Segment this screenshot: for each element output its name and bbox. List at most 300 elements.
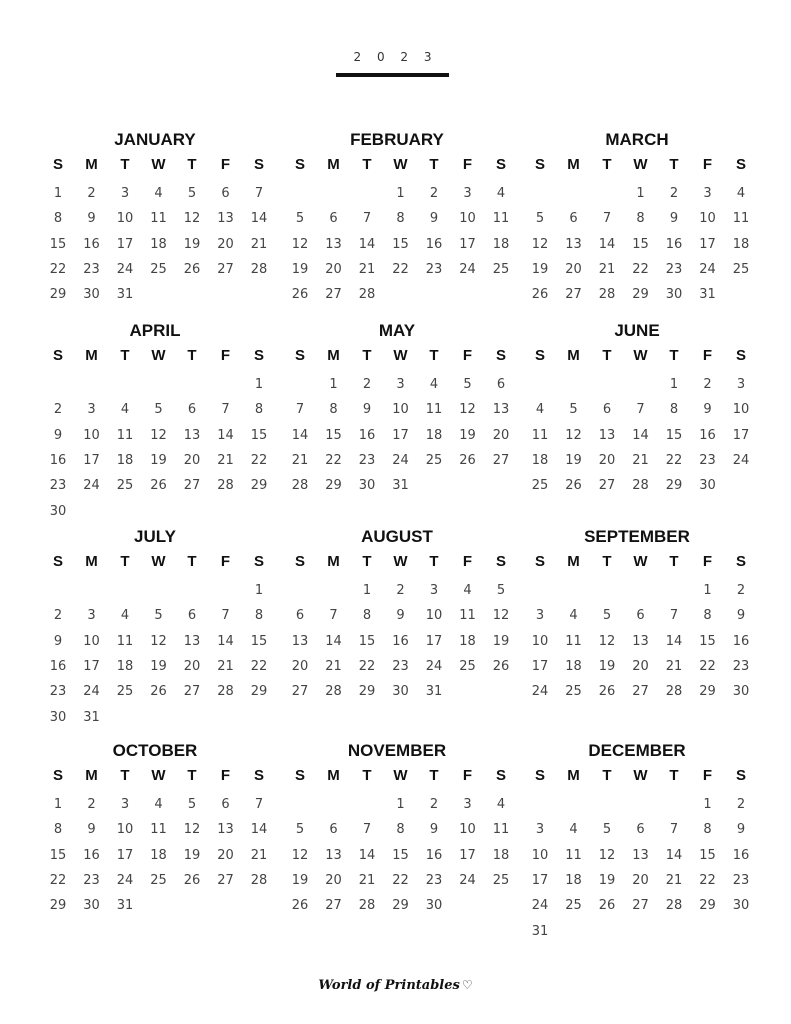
day-cell: 25 — [150, 872, 167, 888]
day-cell: 12 — [183, 211, 201, 227]
day-cell: 26 — [598, 684, 616, 700]
weekday-label: S — [735, 347, 746, 364]
day-cell: 28 — [217, 478, 234, 494]
day-cell: 18 — [150, 847, 167, 863]
weekday-label: S — [495, 347, 506, 364]
day-cell: 20 — [217, 847, 234, 863]
day-cell: 3 — [703, 186, 712, 201]
day-cell: 16 — [49, 658, 67, 674]
month-title: OCTOBER — [112, 741, 198, 760]
day-cell: 6 — [329, 211, 338, 227]
day-cell: 29 — [665, 478, 683, 494]
day-cell: 6 — [295, 608, 305, 624]
day-cell: 27 — [565, 287, 582, 303]
day-cell: 17 — [392, 427, 409, 443]
day-cell: 18 — [531, 452, 549, 468]
day-cell: 31 — [531, 923, 549, 939]
year-title: 2 0 2 3 — [353, 50, 438, 64]
weekday-label: W — [633, 347, 648, 364]
day-cell: 21 — [325, 658, 342, 674]
month-title: DECEMBER — [588, 741, 686, 760]
month-november — [284, 741, 510, 951]
day-cell: 24 — [699, 261, 716, 277]
day-cell: 30 — [732, 898, 750, 914]
day-cell: 25 — [531, 478, 549, 494]
day-cell: 20 — [325, 872, 342, 888]
day-cell: 24 — [83, 684, 100, 700]
weekday-label: T — [429, 553, 439, 570]
month-december — [524, 741, 750, 951]
day-cell: 21 — [598, 261, 616, 277]
day-cell: 18 — [565, 658, 582, 674]
day-cell: 2 — [396, 583, 405, 598]
day-cell: 1 — [254, 377, 264, 392]
day-cell: 11 — [116, 427, 134, 443]
day-cell: 22 — [49, 261, 67, 277]
footer-brand — [0, 978, 791, 993]
day-cell: 26 — [183, 872, 201, 888]
day-cell: 17 — [732, 427, 750, 443]
day-cell: 8 — [396, 822, 405, 838]
day-cell: 14 — [250, 211, 268, 227]
day-cell: 18 — [459, 633, 476, 649]
day-cell: 8 — [703, 822, 712, 838]
day-cell: 29 — [358, 684, 376, 700]
day-cell: 10 — [83, 633, 100, 649]
weekday-label: M — [327, 156, 340, 173]
day-cell: 10 — [459, 211, 476, 227]
day-cell: 3 — [87, 608, 96, 624]
day-cell: 22 — [392, 261, 409, 277]
day-cell: 20 — [632, 872, 649, 888]
day-cell: 1 — [703, 583, 712, 598]
weekday-label: W — [151, 553, 166, 570]
month-title: JUNE — [614, 321, 660, 340]
day-cell: 10 — [732, 402, 750, 418]
day-cell: 19 — [598, 658, 616, 674]
month-title: JULY — [134, 527, 176, 546]
weekday-label: S — [495, 767, 506, 784]
day-cell: 31 — [116, 898, 134, 914]
weekday-label: S — [294, 553, 305, 570]
day-cell: 30 — [699, 478, 716, 494]
day-cell: 10 — [699, 211, 716, 227]
day-cell: 24 — [116, 872, 134, 888]
day-cell: 2 — [53, 608, 63, 624]
day-cell: 1 — [669, 377, 679, 392]
day-cell: 3 — [463, 186, 472, 201]
day-cell: 9 — [429, 211, 439, 227]
day-cell: 19 — [291, 872, 309, 888]
month-january — [42, 130, 268, 340]
day-cell: 27 — [325, 898, 342, 914]
day-cell: 12 — [598, 847, 616, 863]
day-cell: 26 — [565, 478, 582, 494]
day-cell: 31 — [699, 287, 716, 303]
day-cell: 3 — [535, 608, 545, 624]
day-cell: 20 — [217, 236, 234, 252]
day-cell: 3 — [396, 377, 405, 392]
day-cell: 17 — [425, 633, 443, 649]
month-february — [284, 130, 510, 340]
day-cell: 13 — [325, 236, 342, 252]
day-cell: 30 — [665, 287, 683, 303]
day-cell: 1 — [329, 377, 338, 392]
weekday-label: T — [120, 767, 130, 784]
day-cell: 23 — [665, 261, 683, 277]
day-cell: 4 — [496, 797, 506, 812]
day-cell: 27 — [183, 478, 201, 494]
day-cell: 1 — [703, 797, 712, 812]
day-cell: 3 — [120, 186, 130, 201]
day-cell: 14 — [665, 633, 683, 649]
day-cell: 12 — [183, 822, 201, 838]
day-cell: 13 — [325, 847, 342, 863]
day-cell: 16 — [425, 847, 443, 863]
day-cell: 30 — [358, 478, 376, 494]
day-cell: 21 — [250, 847, 268, 863]
day-cell: 8 — [254, 402, 264, 418]
day-cell: 25 — [492, 261, 510, 277]
day-cell: 6 — [221, 797, 230, 812]
day-cell: 31 — [83, 709, 100, 725]
day-cell: 18 — [116, 658, 134, 674]
day-cell: 9 — [53, 427, 63, 443]
weekday-label: T — [362, 553, 372, 570]
day-cell: 2 — [362, 377, 372, 392]
day-cell: 28 — [632, 478, 649, 494]
day-cell: 12 — [150, 633, 167, 649]
weekday-label: T — [362, 156, 372, 173]
weekday-label: S — [534, 553, 545, 570]
day-cell: 1 — [254, 583, 264, 598]
weekday-label: T — [362, 347, 372, 364]
day-cell: 4 — [736, 186, 746, 201]
day-cell: 29 — [250, 684, 268, 700]
day-cell: 12 — [291, 847, 309, 863]
day-cell: 22 — [699, 872, 716, 888]
day-cell: 13 — [565, 236, 582, 252]
day-cell: 5 — [154, 608, 163, 624]
weekday-label: S — [495, 156, 506, 173]
weekday-label: T — [187, 553, 197, 570]
day-cell: 9 — [87, 822, 96, 838]
day-cell: 22 — [358, 658, 376, 674]
day-cell: 8 — [329, 402, 338, 418]
day-cell: 21 — [217, 452, 234, 468]
day-cell: 30 — [732, 684, 750, 700]
weekday-label: W — [151, 767, 166, 784]
day-cell: 4 — [154, 797, 163, 812]
day-cell: 15 — [699, 633, 716, 649]
day-cell: 23 — [83, 872, 100, 888]
day-cell: 7 — [295, 402, 305, 418]
day-cell: 1 — [396, 797, 405, 812]
day-cell: 9 — [736, 822, 746, 838]
day-cell: 14 — [632, 427, 649, 443]
weekday-label: F — [702, 347, 713, 364]
day-cell: 3 — [429, 583, 439, 598]
day-cell: 2 — [53, 402, 63, 418]
weekday-label: S — [735, 767, 746, 784]
day-cell: 23 — [425, 261, 443, 277]
day-cell: 15 — [49, 236, 67, 252]
day-cell: 17 — [116, 236, 134, 252]
day-cell: 4 — [120, 402, 130, 418]
day-cell: 11 — [492, 211, 510, 227]
weekday-label: S — [253, 347, 264, 364]
day-cell: 5 — [535, 211, 545, 227]
weekday-label: F — [220, 767, 231, 784]
day-cell: 5 — [295, 822, 305, 838]
day-cell: 29 — [632, 287, 649, 303]
day-cell: 22 — [392, 872, 409, 888]
weekday-label: M — [327, 553, 340, 570]
day-cell: 17 — [531, 872, 549, 888]
day-cell: 17 — [83, 658, 100, 674]
day-cell: 14 — [217, 633, 234, 649]
day-cell: 14 — [358, 236, 376, 252]
month-title: APRIL — [129, 321, 181, 340]
weekday-label: S — [534, 767, 545, 784]
weekday-label: F — [220, 553, 231, 570]
weekday-label: W — [633, 767, 648, 784]
weekday-label: S — [735, 553, 746, 570]
weekday-label: S — [52, 767, 63, 784]
weekday-label: M — [85, 156, 98, 173]
day-cell: 12 — [531, 236, 549, 252]
day-cell: 9 — [396, 608, 405, 624]
month-september — [524, 527, 750, 737]
day-cell: 19 — [291, 261, 309, 277]
weekday-label: S — [253, 156, 264, 173]
weekday-label: F — [462, 156, 473, 173]
day-cell: 7 — [254, 797, 264, 812]
day-cell: 24 — [531, 898, 549, 914]
day-cell: 13 — [492, 402, 510, 418]
day-cell: 5 — [496, 583, 506, 598]
day-cell: 11 — [732, 211, 750, 227]
day-cell: 17 — [459, 847, 476, 863]
day-cell: 14 — [325, 633, 342, 649]
weekday-label: T — [120, 156, 130, 173]
day-cell: 15 — [699, 847, 716, 863]
weekday-label: W — [633, 553, 648, 570]
day-cell: 19 — [150, 658, 167, 674]
day-cell: 6 — [496, 377, 506, 392]
weekday-label: S — [253, 553, 264, 570]
day-cell: 18 — [425, 427, 443, 443]
day-cell: 25 — [459, 658, 476, 674]
day-cell: 7 — [254, 186, 264, 201]
day-cell: 12 — [291, 236, 309, 252]
day-cell: 10 — [116, 822, 134, 838]
day-cell: 16 — [83, 236, 100, 252]
day-cell: 6 — [187, 608, 197, 624]
day-cell: 22 — [250, 452, 268, 468]
weekday-label: T — [602, 156, 612, 173]
weekday-label: S — [52, 156, 63, 173]
day-cell: 26 — [291, 287, 309, 303]
weekday-label: F — [462, 767, 473, 784]
weekday-label: M — [85, 553, 98, 570]
day-cell: 23 — [392, 658, 409, 674]
day-cell: 16 — [49, 452, 67, 468]
day-cell: 10 — [83, 427, 100, 443]
day-cell: 1 — [636, 186, 645, 201]
weekday-label: F — [702, 553, 713, 570]
day-cell: 24 — [425, 658, 443, 674]
day-cell: 22 — [699, 658, 716, 674]
day-cell: 16 — [83, 847, 100, 863]
day-cell: 11 — [150, 211, 167, 227]
day-cell: 8 — [669, 402, 679, 418]
day-cell: 6 — [329, 822, 338, 838]
month-title: JANUARY — [114, 130, 196, 149]
day-cell: 16 — [699, 427, 716, 443]
day-cell: 18 — [492, 236, 510, 252]
day-cell: 19 — [531, 261, 549, 277]
day-cell: 27 — [325, 287, 342, 303]
day-cell: 3 — [463, 797, 472, 812]
day-cell: 22 — [325, 452, 342, 468]
month-title: SEPTEMBER — [584, 527, 690, 546]
day-cell: 2 — [429, 797, 439, 812]
day-cell: 6 — [602, 402, 612, 418]
day-cell: 20 — [598, 452, 616, 468]
day-cell: 26 — [598, 898, 616, 914]
day-cell: 22 — [632, 261, 649, 277]
day-cell: 30 — [49, 503, 67, 519]
month-june — [524, 321, 750, 531]
day-cell: 24 — [459, 261, 476, 277]
day-cell: 28 — [358, 287, 376, 303]
day-cell: 8 — [53, 211, 63, 227]
day-cell: 7 — [221, 402, 230, 418]
weekday-label: T — [669, 347, 679, 364]
day-cell: 26 — [291, 898, 309, 914]
day-cell: 17 — [459, 236, 476, 252]
day-cell: 2 — [87, 797, 96, 812]
day-cell: 18 — [116, 452, 134, 468]
day-cell: 21 — [632, 452, 649, 468]
day-cell: 4 — [535, 402, 545, 418]
day-cell: 2 — [736, 797, 746, 812]
month-may — [284, 321, 510, 531]
day-cell: 13 — [632, 847, 649, 863]
day-cell: 24 — [459, 872, 476, 888]
day-cell: 5 — [295, 211, 305, 227]
day-cell: 5 — [463, 377, 472, 392]
day-cell: 5 — [187, 797, 197, 812]
day-cell: 8 — [396, 211, 405, 227]
day-cell: 27 — [183, 684, 201, 700]
day-cell: 25 — [116, 478, 134, 494]
day-cell: 19 — [150, 452, 167, 468]
day-cell: 29 — [49, 898, 67, 914]
weekday-label: T — [187, 156, 197, 173]
day-cell: 8 — [53, 822, 63, 838]
day-cell: 18 — [492, 847, 510, 863]
day-cell: 7 — [602, 211, 612, 227]
day-cell: 5 — [187, 186, 197, 201]
weekday-label: M — [327, 347, 340, 364]
day-cell: 7 — [362, 211, 372, 227]
day-cell: 21 — [358, 261, 376, 277]
weekday-label: W — [393, 553, 408, 570]
day-cell: 29 — [699, 684, 716, 700]
day-cell: 10 — [531, 633, 549, 649]
day-cell: 25 — [565, 684, 582, 700]
day-cell: 19 — [459, 427, 476, 443]
day-cell: 17 — [83, 452, 100, 468]
day-cell: 26 — [150, 478, 167, 494]
weekday-label: T — [187, 347, 197, 364]
weekday-label: T — [602, 767, 612, 784]
weekday-label: M — [567, 767, 580, 784]
day-cell: 10 — [392, 402, 409, 418]
day-cell: 28 — [325, 684, 342, 700]
weekday-label: T — [669, 767, 679, 784]
day-cell: 27 — [632, 684, 649, 700]
weekday-label: T — [120, 347, 130, 364]
day-cell: 3 — [535, 822, 545, 838]
day-cell: 9 — [53, 633, 63, 649]
day-cell: 19 — [565, 452, 582, 468]
day-cell: 20 — [325, 261, 342, 277]
day-cell: 25 — [116, 684, 134, 700]
day-cell: 13 — [183, 427, 201, 443]
day-cell: 15 — [392, 236, 409, 252]
day-cell: 6 — [636, 822, 645, 838]
month-march — [524, 130, 750, 340]
day-cell: 28 — [250, 872, 268, 888]
day-cell: 13 — [217, 822, 234, 838]
weekday-label: T — [120, 553, 130, 570]
day-cell: 14 — [217, 427, 234, 443]
day-cell: 11 — [459, 608, 476, 624]
day-cell: 21 — [665, 872, 683, 888]
day-cell: 1 — [396, 186, 405, 201]
day-cell: 8 — [703, 608, 712, 624]
weekday-label: S — [294, 767, 305, 784]
day-cell: 12 — [492, 608, 510, 624]
weekday-label: T — [429, 767, 439, 784]
day-cell: 19 — [183, 236, 201, 252]
day-cell: 10 — [459, 822, 476, 838]
day-cell: 15 — [250, 427, 268, 443]
weekday-label: T — [602, 553, 612, 570]
day-cell: 26 — [150, 684, 167, 700]
day-cell: 7 — [221, 608, 230, 624]
month-title: AUGUST — [361, 527, 433, 546]
day-cell: 30 — [425, 898, 443, 914]
day-cell: 15 — [392, 847, 409, 863]
day-cell: 17 — [116, 847, 134, 863]
weekday-label: T — [669, 553, 679, 570]
day-cell: 16 — [392, 633, 409, 649]
day-cell: 28 — [217, 684, 234, 700]
day-cell: 29 — [250, 478, 268, 494]
day-cell: 12 — [565, 427, 582, 443]
day-cell: 12 — [598, 633, 616, 649]
day-cell: 23 — [49, 478, 67, 494]
day-cell: 14 — [358, 847, 376, 863]
weekday-label: F — [220, 156, 231, 173]
day-cell: 14 — [291, 427, 309, 443]
weekday-label: F — [702, 767, 713, 784]
day-cell: 13 — [632, 633, 649, 649]
